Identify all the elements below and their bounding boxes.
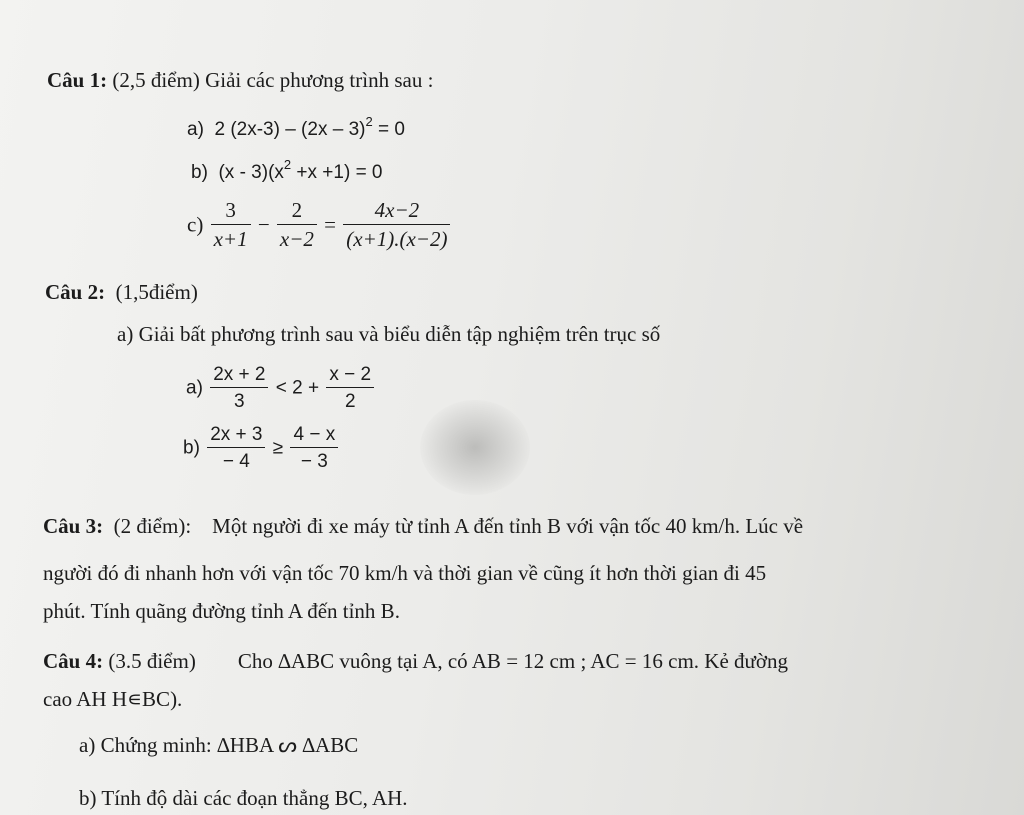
question-1c-fraction-3	[343, 200, 450, 250]
question-3-line-1	[43, 516, 803, 537]
question-3-line-2: người đó đi nhanh hơn với vận tốc 70 km/h và thời gian về cũng ít hơn thời gian đi 45	[43, 561, 767, 585]
fraction-denominator: − 3	[300, 451, 328, 472]
question-3-points: (2 điểm):	[113, 514, 192, 538]
question-2a-fraction-2	[326, 365, 374, 411]
question-1a-eq-end: = 0	[372, 119, 405, 140]
fraction-denominator: (x+1).(x−2)	[346, 227, 448, 251]
question-2-points: (1,5điểm)	[115, 280, 198, 304]
question-4-line-2: cao AH H∊BC).	[43, 687, 183, 711]
question-1c-label: c)	[187, 212, 204, 237]
question-1b-eq: (x - 3)(x	[218, 162, 284, 183]
question-1c	[187, 200, 452, 250]
question-2-heading	[45, 282, 198, 303]
question-1b-label: b)	[191, 162, 208, 183]
question-4-text-1: Cho ∆ABC vuông tại A, có AB = 12 cm ; AC = 16 cm. Kẻ đường	[237, 649, 789, 673]
question-2b-label: b)	[183, 437, 200, 459]
question-2b-fraction-2	[290, 425, 338, 471]
equals-sign: =	[324, 212, 337, 237]
question-4b: b) Tính độ dài các đoạn thẳng BC, AH.	[79, 786, 408, 810]
question-1-heading	[47, 70, 433, 91]
question-1-points: (2,5 điểm) Giải các phương trình sau :	[112, 68, 434, 92]
question-4-title: Câu 4:	[43, 649, 104, 673]
question-2-instruction: a) Giải bất phương trình sau và biểu diễn tập nghiệm trên trục số	[117, 322, 661, 346]
fraction-denominator: − 4	[222, 451, 250, 472]
question-1-title: Câu 1:	[47, 68, 108, 92]
question-4a: a) Chứng minh: ∆HBA ᔕ ∆ABC	[79, 733, 359, 757]
fraction-numerator: 2	[277, 200, 317, 225]
question-3-line-3: phút. Tính quãng đường tỉnh A đến tỉnh B.	[43, 599, 400, 623]
question-2-title: Câu 2:	[45, 280, 106, 304]
question-4-points: (3.5 điểm)	[108, 649, 196, 673]
fraction-numerator: 4 − x	[290, 425, 338, 448]
question-3-text-1: Một người đi xe máy từ tỉnh A đến tỉnh B với vận tốc 40 km/h. Lúc về	[212, 514, 804, 538]
question-2a	[186, 365, 376, 411]
question-1b-exponent: 2	[283, 157, 292, 172]
question-2b-operator: ≥	[272, 437, 284, 459]
question-1a-eq: 2 (2x-3) – (2x – 3)	[214, 119, 366, 140]
question-1a	[187, 115, 405, 139]
question-1c-fraction-1	[211, 200, 251, 250]
fraction-numerator: 2x + 2	[210, 365, 268, 388]
fraction-numerator: x − 2	[326, 365, 374, 388]
question-2b	[183, 425, 340, 471]
fraction-denominator: 2	[344, 391, 356, 412]
question-3-title: Câu 3:	[43, 514, 104, 538]
fraction-denominator: x−2	[279, 227, 314, 251]
question-1a-exponent: 2	[365, 114, 373, 129]
question-4-line-1	[43, 651, 788, 672]
fraction-denominator: x+1	[213, 227, 248, 251]
question-1a-label: a)	[187, 119, 204, 140]
question-1c-fraction-2	[277, 200, 317, 250]
fraction-denominator: 3	[234, 391, 245, 412]
question-1b-eq-end: +x +1) = 0	[291, 162, 383, 183]
minus-sign: −	[257, 212, 270, 237]
question-2a-label: a)	[186, 377, 203, 399]
question-2b-fraction-1	[207, 425, 265, 471]
question-2a-operator: < 2 +	[275, 377, 320, 399]
fraction-numerator: 3	[211, 200, 251, 225]
question-2a-fraction-1	[210, 365, 268, 411]
fraction-numerator: 4x−2	[343, 200, 450, 225]
paper-smudge	[420, 400, 530, 495]
question-1b	[191, 158, 383, 182]
fraction-numerator: 2x + 3	[207, 425, 265, 448]
